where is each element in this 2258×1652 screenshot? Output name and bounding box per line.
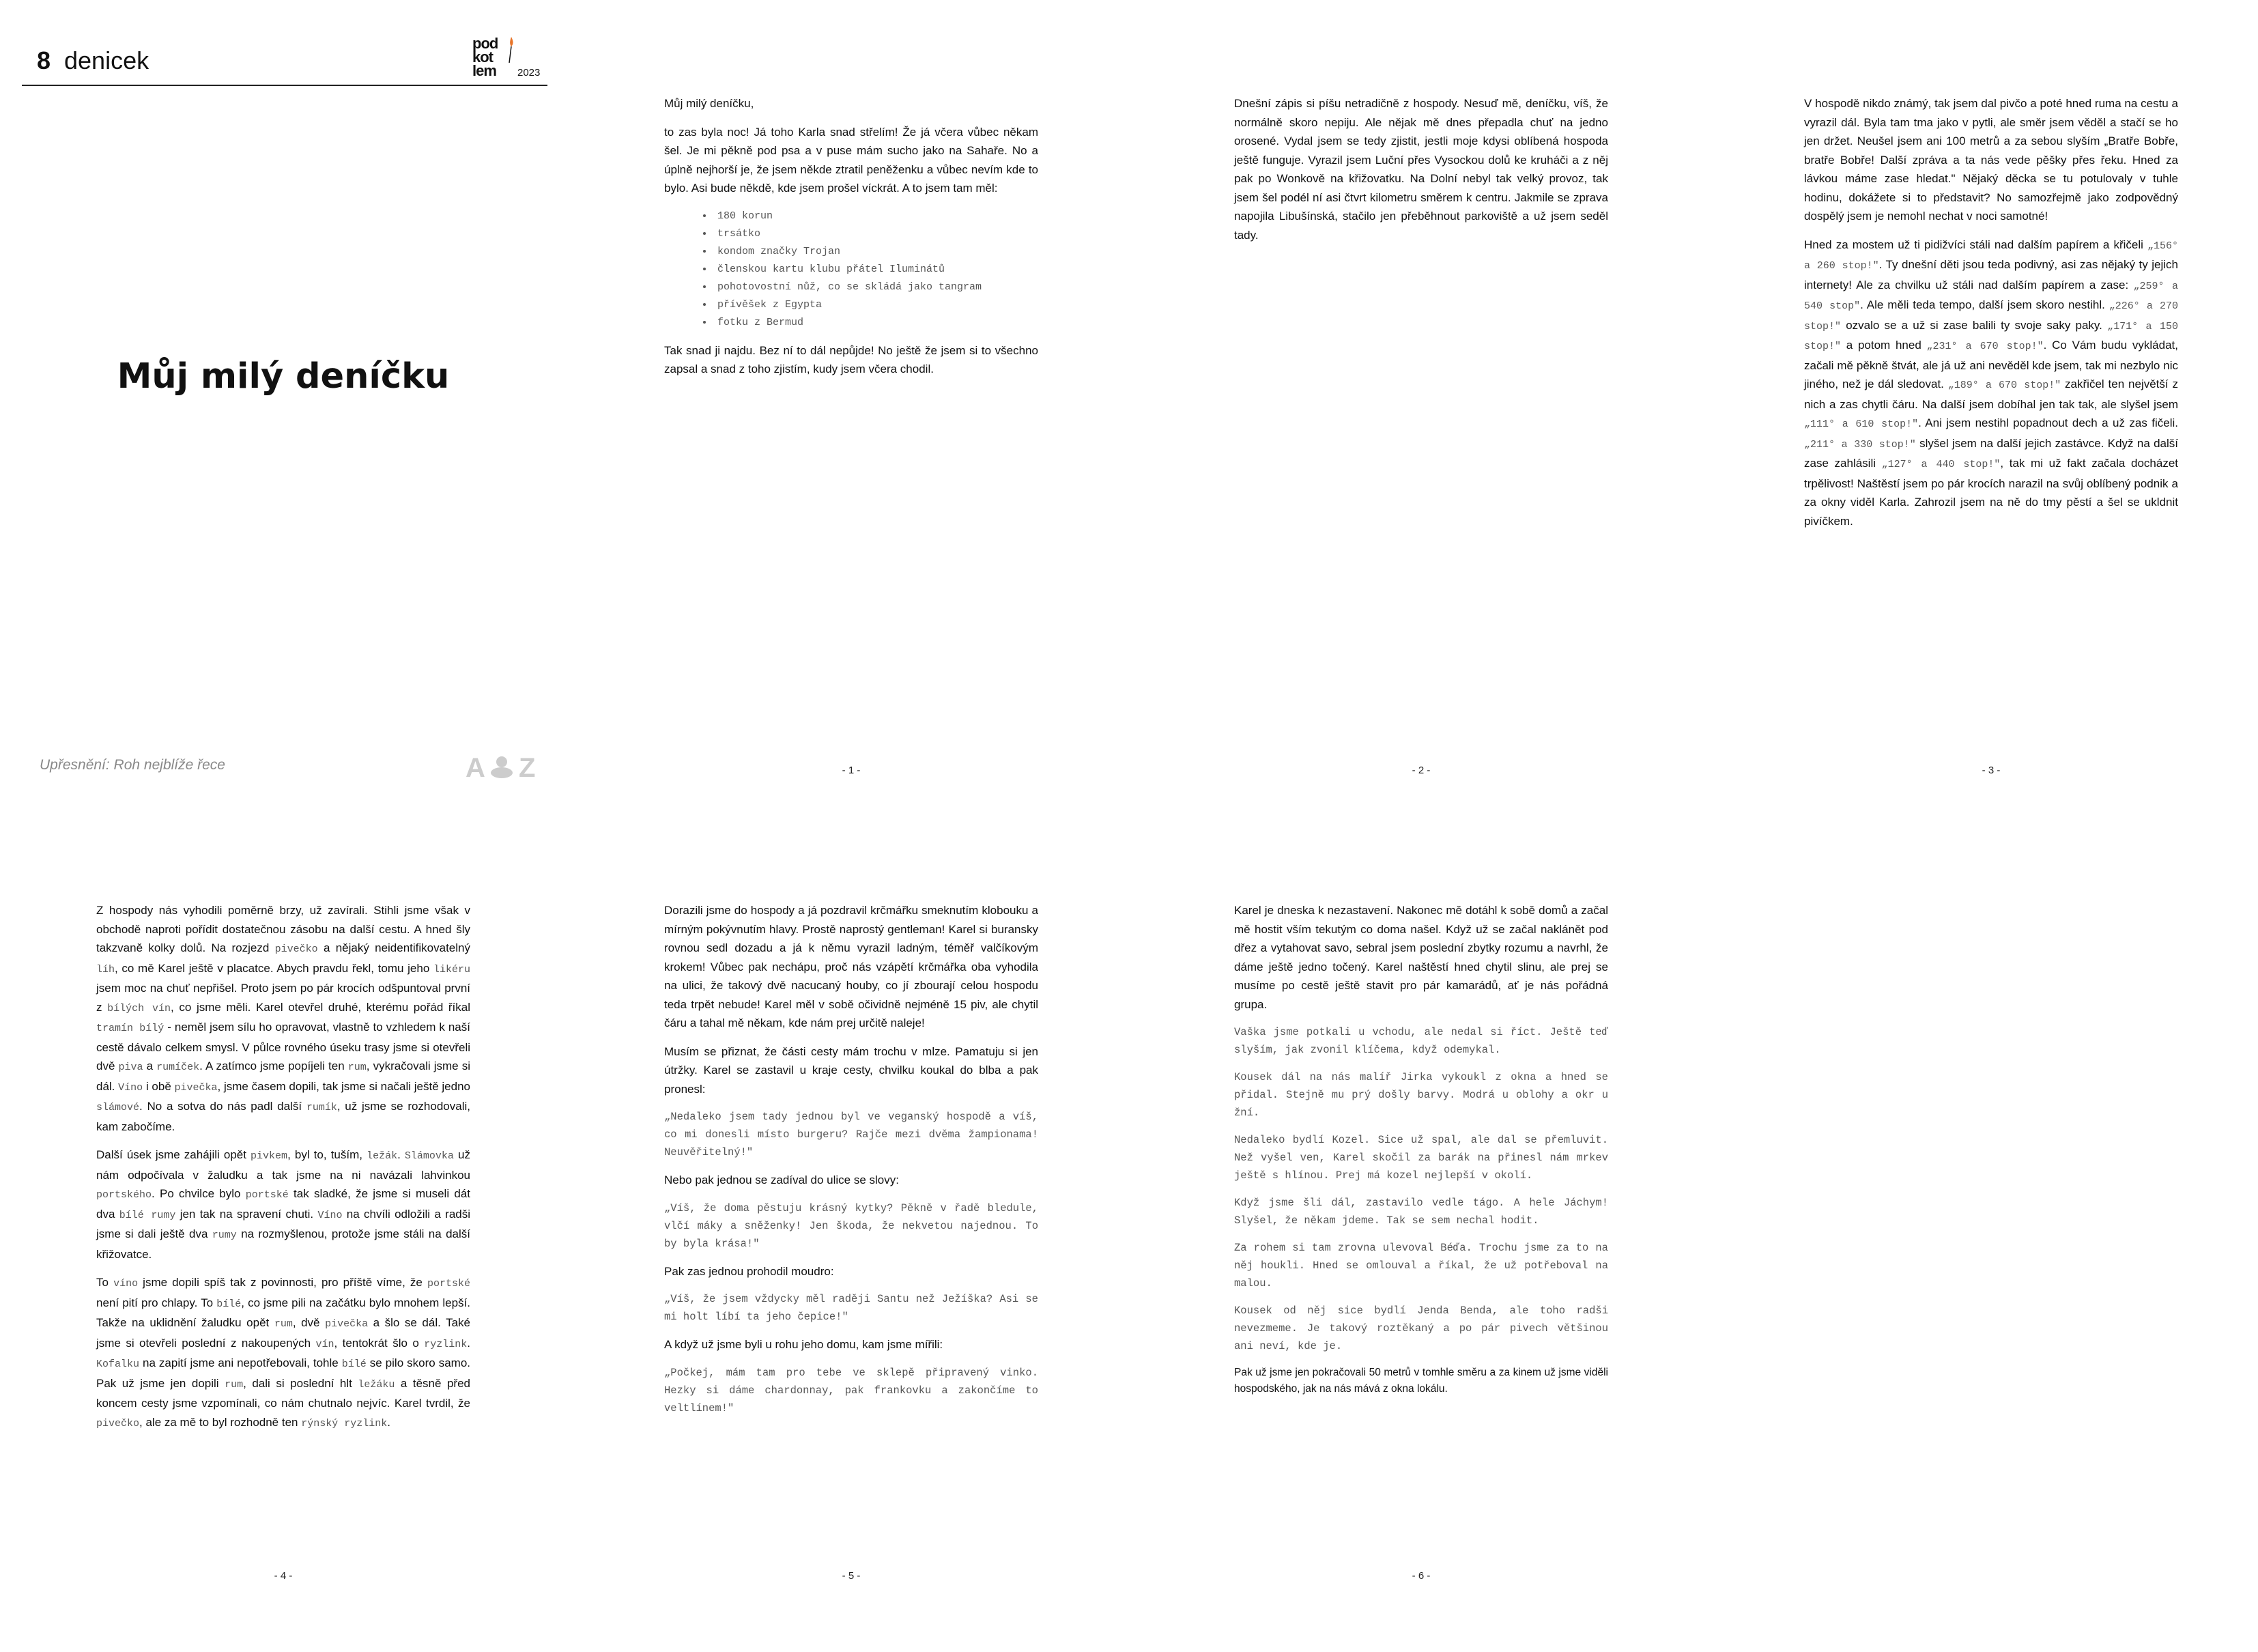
drink-word: portské xyxy=(427,1278,470,1290)
logo-line-1: pod xyxy=(472,35,498,52)
drink-word: pivkem xyxy=(251,1150,288,1162)
drink-word: rum xyxy=(274,1318,293,1330)
drink-word: rum xyxy=(225,1378,244,1391)
bearing-callout: „211° a 330 stop!" xyxy=(1804,438,1916,451)
drink-word: rumy xyxy=(212,1229,237,1241)
paragraph: Pak už jsme jen pokračovali 50 metrů v tomhle směru a za kinem už jsme viděli hospodského, jak na nás mává z okna lokálu. xyxy=(1234,1367,1608,1395)
paragraph: Karel je dneska k nezastavení. Nakonec mě dotáhl k sobě domů a začal mě hostit vším tekutým co doma našel. Když už se začal naklánět pod dřez a vytahovat savo, sebral jsem poslední zbytky rozumu a navrhl, že dáme ještě jedno točený. Karel naštěstí hned chytil slinu, ale prej se musíme po cestě ještě stavit pro pár kamarádů, ať je nás pořádná grupa. xyxy=(1234,904,1608,1011)
paragraph: To víno jsme dopili spíš tak z povinnosti, pro příště víme, že portské není pití pro chlapy. To bílé, co jsme pili na začátku bylo mnohem lepší. Takže na uklidnění žaludku opět rum, dvě pivečka a šlo se dál. Také jsme si otevřeli poslední z nakoupených vín, tentokrát šlo o ryzlink. Kofalku na zapití jsme ani nepotřebovali, tohle bílé se pilo skoro samo. Pak už jsme jen dopili rum, dali si poslední hlt ležáku a těsně před koncem cesty jsme vzpomínali, co nám chutnalo nejvíc. Karel tvrdil, že pivečko, ale za mě to byl rozhodně ten rýnský ryzlink. xyxy=(96,1276,470,1429)
podkotlem-logo xyxy=(472,37,554,82)
page-1-text xyxy=(664,94,1038,388)
page-2-text xyxy=(1234,94,1608,254)
paragraph: V hospodě nikdo známý, tak jsem dal pivčo a poté hned ruma na cestu a vyrazil dál. Byla tam tma jako v pytli, ale směr jsem věděl a stačí se ho jen držet. Neušel jsem ani 100 metrů a za sebou slyším „Bratře Bobře, bratře Bobře! Další zpráva a ta nás vede pěšky přes řeku. Hned za lávkou máme zase hledat." Nějaký děcka se tu potulovaly v tuhle hodinu, dokážete si to představit? No samozřejmě jako zodpovědný dospělý jsem je nemohl nechat v noci samotné! xyxy=(1804,97,2178,223)
quote: „Počkej, mám tam pro tebe ve sklepě připravený vinko. Hezky si dáme chardonnay, pak frankovku a zakončíme to veltlínem!" xyxy=(664,1366,1038,1414)
drink-word: rumíček xyxy=(156,1062,200,1073)
drink-word: piva xyxy=(118,1062,143,1073)
page-4 xyxy=(96,901,629,1652)
quote: Vaška jsme potkali u vchodu, ale nedal si říct. Ještě teď slyším, jak zvonil klíčema, když odemykal. xyxy=(1234,1026,1608,1056)
paragraph: Pak zas jednou prohodil moudro: xyxy=(664,1264,834,1278)
page-2 xyxy=(1234,94,1767,845)
cover-title: Můj milý deníčku xyxy=(117,356,450,397)
quote: Když jsme šli dál, zastavilo vedle tágo. A hele Jáchym! Slyšel, že někam jdeme. Tak se sem nechal hodit. xyxy=(1234,1197,1608,1227)
bearing-callout: „259° a 540 stop" xyxy=(1804,280,2178,312)
quote: Nedaleko bydlí Kozel. Sice už spal, ale dal se přemluvit. Než vyšel ven, Karel skočil za barák na přinesl nám mrkev ještě s hlínou. Prej má kozel nejlepší v okolí. xyxy=(1234,1134,1608,1182)
lost-items-list xyxy=(664,208,1038,332)
paragraph: Hned za mostem už ti pidižvíci stáli nad dalším papírem a křičeli „156° a 260 stop!". Ty dnešní děti jsou teda podivný, asi zas nějaký ty jejich internety! Ale za chvilku už stáli nad dalším papírem a zase: „259° a 540 stop". Ale měli teda tempo, další jsem skoro nestihl. „226° a 270 stop!" ozvalo se a už si zase balili ty svoje saky paky. „171° a 150 stop!" a potom hned „231° a 670 stop!". Co Vám budu vykládat, začali mě pěkně štvát, ale já už ani nevěděl kde jsem, tak mi nezbylo nic jiného, než je dál sledovat. „189° a 670 stop!" zakřičel ten největší z nich a zas chytli čáru. Na další jsem dobíhal jen tak tak, ale slyšel jsem „111° a 610 stop!". Ani jsem nestihl popadnout dech a už zas fičeli. „211° a 330 stop!" slyšel jsem na další jejich zastávce. Když na další zase zahlásili „127° a 440 stop!", tak mi už fakt začala docházet trpělivost! Naštěstí jsem po pár krocích narazil na svůj oblíbený podnik a za okny viděl Karla. Zahrozil jsem na ně do tmy pěstí a šel se ukldnit pivíčkem. xyxy=(1804,238,2178,528)
drink-word: líh xyxy=(96,963,115,975)
page-number: - 6 - xyxy=(1412,1570,1431,1582)
list-item: • 180 korun xyxy=(713,208,1038,225)
bearing-callout: „226° a 270 stop!" xyxy=(1804,300,2178,332)
logo-year: 2023 xyxy=(517,67,541,79)
svg-text:A: A xyxy=(466,753,485,782)
drink-word: víno xyxy=(113,1278,139,1290)
drink-word: bílé rumy xyxy=(119,1209,176,1221)
drink-word: bílé xyxy=(216,1298,242,1310)
paragraph: Musím se přiznat, že části cesty mám trochu v mlze. Pamatuju si jen útržky. Karel se zastavil u kraje cesty, chvilku koukal do blba a pak pronesl: xyxy=(664,1044,1038,1096)
page-number: - 4 - xyxy=(274,1570,293,1582)
logo-line-2: kot xyxy=(472,48,493,66)
list-item: • fotku z Bermud xyxy=(713,314,1038,332)
paragraph: to zas byla noc! Já toho Karla snad střelím! Že já včera vůbec někam šel. Je mi pěkně pod psa a v puse mám sucho jako na Sahaře. No a úplně nejhorší je, že jsem někde ztratil peněženku a vůbec nevím kde to bylo. Asi bude někdě, kde jsem prošel víckrát. A to jsem tam měl: xyxy=(664,125,1038,195)
drink-word: Víno xyxy=(118,1081,143,1094)
svg-text:Z: Z xyxy=(519,753,536,782)
page-4-text xyxy=(96,901,470,1442)
drink-word: rýnský ryzlink xyxy=(301,1417,388,1429)
drink-word: ležák xyxy=(367,1150,398,1162)
page-number: - 5 - xyxy=(842,1570,861,1582)
page-5 xyxy=(664,901,1197,1652)
list-item: • členskou kartu klubu přátel Iluminátů xyxy=(713,261,1038,279)
drink-word: pivečko xyxy=(274,943,318,955)
drink-word: vín xyxy=(315,1338,334,1350)
flame-icon xyxy=(508,35,515,63)
logo-line-3: lem xyxy=(472,62,496,79)
drink-word: pivečka xyxy=(174,1081,218,1094)
drink-word: slámové xyxy=(96,1102,140,1113)
issue-number: 8 xyxy=(37,46,51,74)
bearing-callout: „231° a 670 stop!" xyxy=(1926,341,2044,352)
paragraph: Tak snad ji najdu. Bez ní to dál nepůjde! No ještě že jsem si to všechno zapsal a snad z toho zjistím, kudy jsem včera chodil. xyxy=(664,343,1038,375)
quote: Kousek dál na nás malíř Jirka vykoukl z okna a hned se přidal. Stejně mu prý došly barvy. Modrá u oblohy a okr u žní. xyxy=(1234,1071,1608,1119)
quote: „Nedaleko jsem tady jednou byl ve veganský hospodě a víš, co mi donesli místo burgeru? Rajče mezi dvěma žampionama! Neuvěřitelný!" xyxy=(664,1111,1038,1158)
az-logo-icon xyxy=(466,751,541,782)
paragraph: Nebo pak jednou se zadíval do ulice se slovy: xyxy=(664,1173,899,1186)
drink-word: likéru xyxy=(433,963,470,975)
quote: Kousek od něj sice bydlí Jenda Benda, ale toho radši nevezmeme. Je takový roztěkaný a po pár pivech většinou ani neví, kde je. xyxy=(1234,1305,1608,1352)
page-number: - 2 - xyxy=(1412,765,1431,776)
bearing-callout: „111° a 610 stop!" xyxy=(1804,418,1919,430)
drink-word: rum xyxy=(347,1062,367,1073)
cover-header xyxy=(22,37,547,86)
logo-text xyxy=(472,37,498,78)
bearing-callout: „171° a 150 stop!" xyxy=(1804,320,2178,352)
drink-word: pivečka xyxy=(325,1318,369,1330)
page-1 xyxy=(664,94,1197,845)
list-item: • přívěšek z Egypta xyxy=(713,296,1038,314)
list-item: • pohotovostní nůž, co se skládá jako tangram xyxy=(713,279,1038,296)
drink-word: bílé xyxy=(341,1358,367,1370)
drink-word: tramín bílý xyxy=(96,1023,165,1034)
paragraph: A když už jsme byli u rohu jeho domu, kam jsme mířili: xyxy=(664,1338,943,1351)
drink-word: Víno xyxy=(317,1209,343,1221)
issue-name: denicek xyxy=(64,46,149,74)
quote: „Víš, že doma pěstuju krásný kytky? Pěkně v řadě bledule, vlčí máky a sněženky! Jen škoda, že nekvetou najednou. To by byla krása!" xyxy=(664,1201,1038,1250)
page-5-text xyxy=(664,901,1038,1427)
paragraph: Další úsek jsme zahájili opět pivkem, byl to, tuším, ležák. Slámovka už nám odpočívala v žaludku a tak jsme na ni navázali lahvinkou portského. Po chvilce bylo portské tak sladké, že jsme si museli dát dva bílé rumy jen tak na spravení chuti. Víno na chvíli odložili a radši jsme si dali ještě dva rumy na rozmyšlenou, protože jsme stáli na další křižovatce. xyxy=(96,1148,471,1261)
paragraph: Dnešní zápis si píšu netradičně z hospody. Nesuď mě, deníčku, víš, že normálně skoro nepiju. Ale nějak mě dnes přepadla chuť na jedno orosené. Vydal jsem se tedy zjistit, jestli moje kdysi oblíbená hospoda ještě funguje. Vyrazil jsem Luční přes Vysockou dolů ke kruháči a z něj pak po Wonkově na křižovatku. Na Dolní nebyl tak velký provoz, tak jsem šel podél ní asi čtvrt kilometru směrem k centru. Jakmile se zprava napojila Libušínská, stačilo jen přeběhnout parkoviště a už jsem seděl tady. xyxy=(1234,97,1608,242)
page-6 xyxy=(1234,901,1767,1652)
page-number: - 3 - xyxy=(1982,765,2001,776)
drink-word: portské xyxy=(245,1189,289,1201)
page-3-text xyxy=(1804,94,2178,540)
bearing-callout: „127° a 440 stop!" xyxy=(1881,459,2001,470)
bearing-callout: „189° a 670 stop!" xyxy=(1947,380,2061,391)
paragraph: Z hospody nás vyhodili poměrně brzy, už zavírali. Stihli jsme však v obchodě naproti pořídit dostatečnou zásobu na další cestu. A hned šly takzvaně kolky dolů. Na rozjezd pivečko a nějaký neidentifikovatelný líh, co mě Karel ještě v placatce. Abych pravdu řekl, tomu jeho likéru jsem moc na chuť nepřišel. Proto jsem po pár krocích odšpuntoval první z bílých vín, co jsme měli. Karel otevřel druhé, kterému pořád říkal tramín bílý - neměl jsem sílu ho opravovat, vlastně to vzhledem k naší cestě dávalo celkem smysl. V půlce rovného úseku trasy jsme si otevřeli dvě piva a rumíček. A zatímco jsme popíjeli ten rum, vykračovali jsme si dál. Víno i obě pivečka, jsme časem dopili, tak jsme si načali ještě jedno slámové. No a sotva do nás padl další rumík, už jsme se rozhodovali, kam zabočíme. xyxy=(96,904,471,1133)
drink-word: portského xyxy=(96,1189,152,1201)
cover-note: Upřesnění: Roh nejblíže řece xyxy=(40,757,225,773)
paragraph: Dorazili jsme do hospody a já pozdravil krčmářku smeknutím klobouku a mírným pokývnutím hlavy. Prostě naprostý gentleman! Karel si buransky rovnou sedl dozadu a já k němu vyrazil ladným, téměř valčíkovým krokem! Vůbec pak nechápu, proč nás vzápětí krčmářka oba vyhodila na ulici, že takový dvě nacucaný houby, co jí zbourají celou hospodu teda trpět nebude! Karel měl v sobě očividně nejméně 15 piv, ale chytil čáru a tahal mě někam, kde nám prej určitě naleje! xyxy=(664,904,1038,1029)
drink-word: rumík xyxy=(306,1102,337,1113)
page-number: - 1 - xyxy=(842,765,861,776)
quote: Za rohem si tam zrovna ulevoval Béďa. Trochu jsme za to na něj houkli. Hned se omlouval a říkal, že už potřeboval na malou. xyxy=(1234,1242,1608,1290)
list-item: • kondom značky Trojan xyxy=(713,243,1038,261)
list-item: • trsátko xyxy=(713,225,1038,243)
page-3 xyxy=(1804,94,2258,845)
quote: „Víš, že jsem vždycky měl raději Santu než Ježíška? Asi se mi holt líbí ta jeho čepice!" xyxy=(664,1293,1038,1323)
drink-word: ryzlink xyxy=(424,1338,468,1350)
bearing-callout: „156° a 260 stop!" xyxy=(1804,240,2178,272)
drink-word: bílých vín xyxy=(107,1002,171,1014)
page-6-text xyxy=(1234,901,1608,1407)
drink-word: pivečko xyxy=(96,1417,140,1429)
drink-word: Kofalku xyxy=(96,1358,140,1370)
drink-word: Slámovka xyxy=(404,1150,454,1162)
greeting: Můj milý deníčku, xyxy=(664,97,754,110)
drink-word: ležáku xyxy=(358,1378,395,1391)
